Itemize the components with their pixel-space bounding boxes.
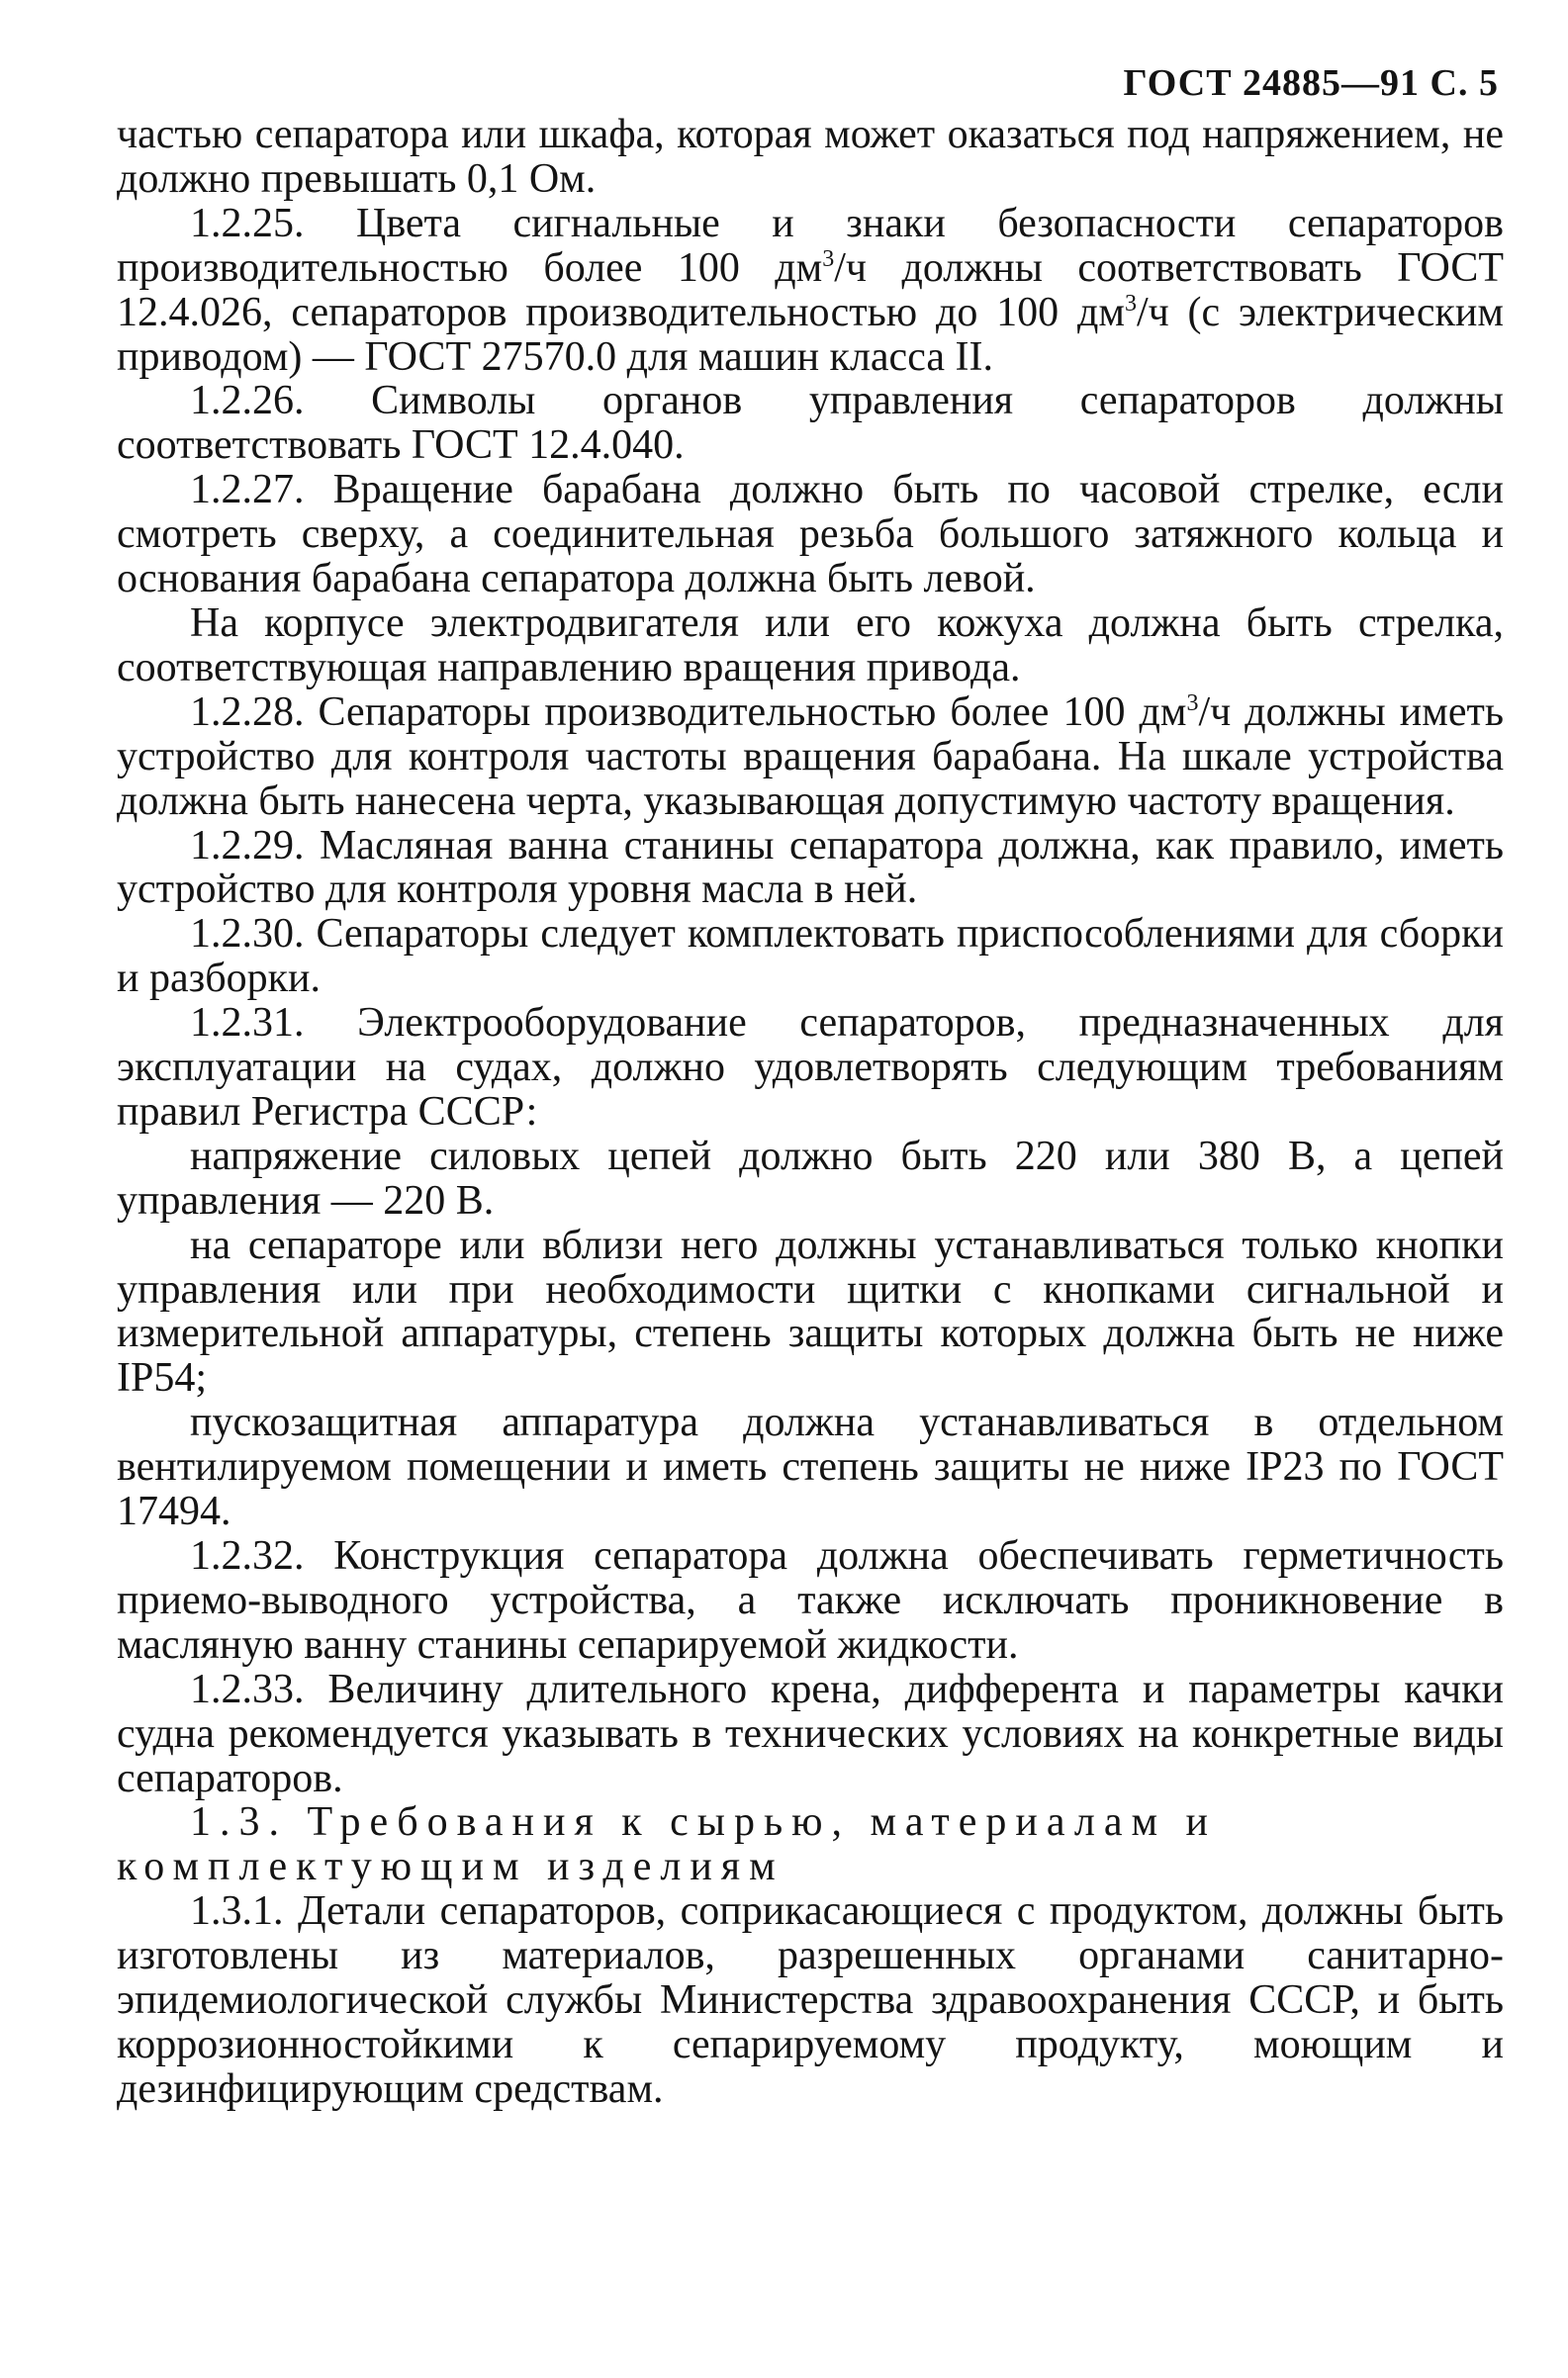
superscript-cube: 3 xyxy=(1186,689,1199,716)
paragraph-1-2-25 xyxy=(117,202,1504,380)
paragraph-1-2-31-voltage: напряжение силовых цепей должно быть 220 или 380 В, а цепей управления — 220 В. xyxy=(117,1133,1504,1224)
paragraph-1-2-29: 1.2.29. Масляная ванна станины сепаратора должна, как правило, иметь устройство для контроля уровня масла в ней. xyxy=(117,822,1504,913)
paragraph-1-2-25-part-1: 1.2.25. Цвета сигнальные и знаки безопасности сепараторов производительностью более 100 дм xyxy=(117,200,1504,291)
paragraph-1-2-31-buttons: на сепараторе или вблизи него должны устанавливаться только кнопки управления или при необходимости щитки с кнопками сигнальной и измерительной аппаратуры, степень защиты которых должна быть не ниже IP54; xyxy=(117,1222,1504,1402)
section-heading-1-3: 1.3. Требования к сырью, материалам и комплектующим изделиям xyxy=(117,1799,1218,1890)
running-header: ГОСТ 24885—91 С. 5 xyxy=(1123,62,1499,104)
paragraph-1-2-26: 1.2.26. Символы органов управления сепараторов должны соответствовать ГОСТ 12.4.040. xyxy=(117,378,1504,469)
paragraph-1-3-1: 1.3.1. Детали сепараторов, соприкасающиеся с продуктом, должны быть изготовлены из материалов, разрешенных органами санитарно-эпидемиологической службы Министерства здравоохранения СССР, и быть коррозионностойкими к сепарируемому продукту, моющим и дезинфицирующим средствам. xyxy=(117,1888,1504,2112)
paragraph-1-2-25-part-3: /ч (с электрическим приводом) — ГОСТ 27570.0 для машин класса II. xyxy=(117,289,1504,380)
paragraph-1-2-28 xyxy=(117,690,1504,824)
body-text xyxy=(117,113,1504,2112)
paragraph-1-2-31-protection: пускозащитная аппаратура должна устанавливаться в отдельном вентилируемом помещении и иметь степень защиты не ниже IP23 по ГОСТ 17494. xyxy=(117,1400,1504,1535)
paragraph-1-2-33: 1.2.33. Величину длительного крена, дифферента и параметры качки судна рекомендуется указывать в технических условиях на конкретные виды сепараторов. xyxy=(117,1666,1504,1801)
superscript-cube: 3 xyxy=(822,245,835,272)
paragraph-1-2-27: 1.2.27. Вращение барабана должно быть по часовой стрелке, если смотреть сверху, а соединительная резьба большого затяжного кольца и основания барабана сепаратора должна быть левой. xyxy=(117,467,1504,602)
paragraph-continuation: частью сепаратора или шкафа, которая может оказаться под напряжением, не должно превышать 0,1 Ом. xyxy=(117,112,1504,202)
paragraph-1-2-28-part-1: 1.2.28. Сепараторы производительностью более 100 дм xyxy=(190,688,1187,735)
paragraph-1-2-28-part-2: /ч должны иметь устройство для контроля частоты вращения барабана. На шкале устройства должна быть нанесена черта, указывающая допустимую частоту вращения. xyxy=(117,688,1504,824)
superscript-cube: 3 xyxy=(1124,290,1137,317)
paragraph-1-2-30: 1.2.30. Сепараторы следует комплектовать приспособлениями для сборки и разборки. xyxy=(117,911,1504,1002)
paragraph-1-2-27-arrow: На корпусе электродвигателя или его кожуха должна быть стрелка, соответствующая направлению вращения привода. xyxy=(117,599,1504,690)
paragraph-1-2-25-part-2: /ч должны соответствовать ГОСТ 12.4.026, сепараторов производительностью до 100 дм xyxy=(117,244,1504,335)
paragraph-1-2-32: 1.2.32. Конструкция сепаратора должна обеспечивать герметичность приемо-выводного устройства, а также исключать проникновение в масляную ванну станины сепарируемой жидкости. xyxy=(117,1533,1504,1668)
paragraph-1-2-31: 1.2.31. Электрооборудование сепараторов, предназначенных для эксплуатации на судах, должно удовлетворять следующим требованиям правил Регистра СССР: xyxy=(117,1000,1504,1135)
